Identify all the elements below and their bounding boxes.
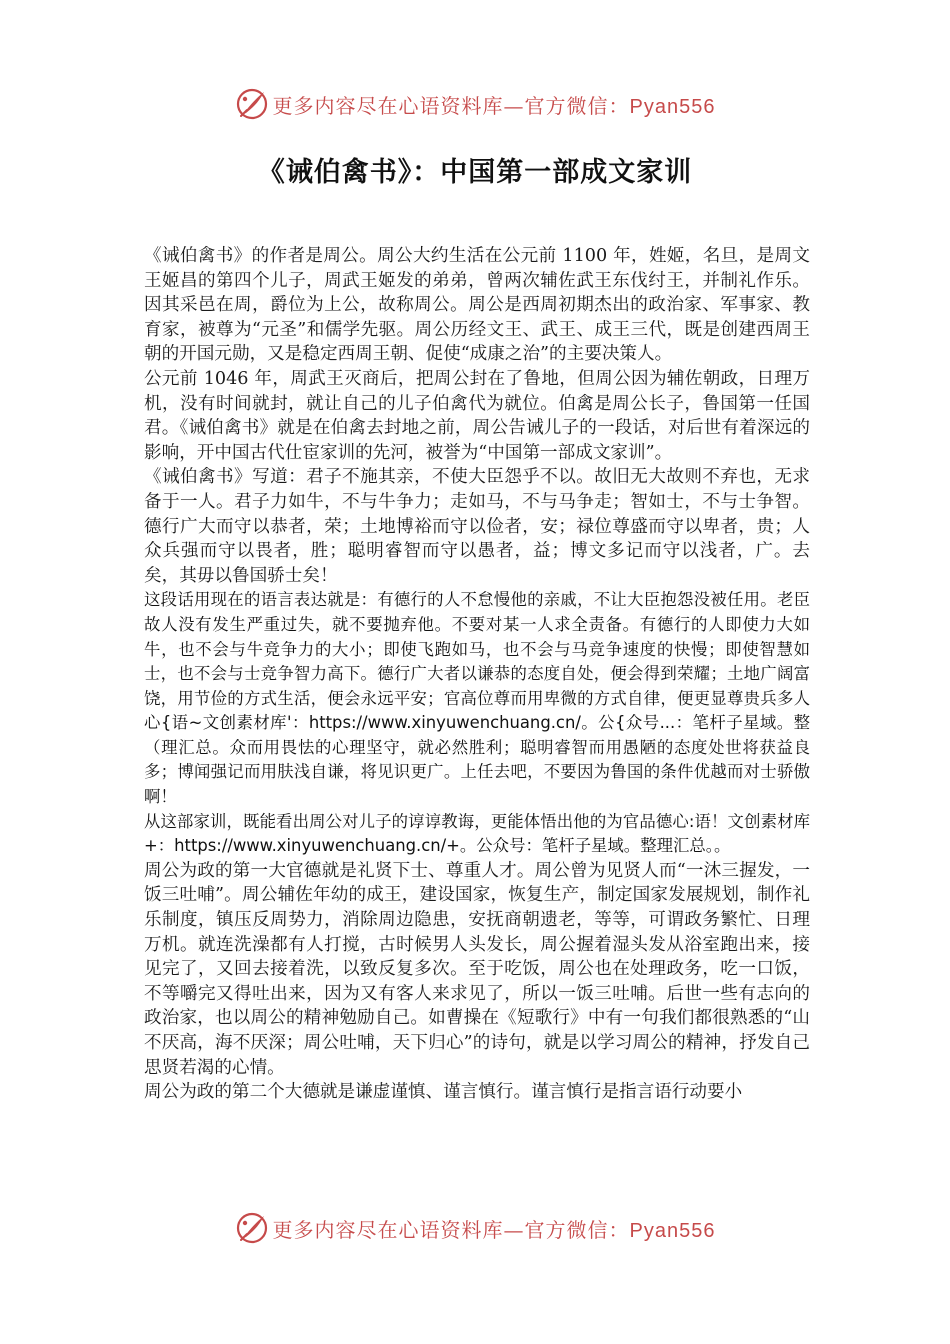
article-body [144, 244, 810, 1105]
paragraph-original-text: 《诫伯禽书》写道：君子不施其亲，不使大臣怨乎不以。故旧无大故则不弃也，无求备于一人。君子力如牛，不与牛争力；走如马，不与马争走；智如士，不与士争智。德行广大而守以恭者，荣；土地博裕而守以俭者，安；禄位尊盛而守以卑者，贵；人众兵强而守以畏者，胜；聪明睿智而守以愚者，益；博文多记而守以浅者，广。去矣，其毋以鲁国骄士矣！ [144, 467, 810, 586]
page-title: 《诫伯禽书》：中国第一部成文家训 [257, 157, 693, 188]
banner-text [273, 90, 716, 119]
wechat-handle: Pyan556 [629, 1219, 716, 1242]
banner-slogan: 更多内容尽在心语资料库—官方微信： [272, 1217, 630, 1242]
paragraph-second-virtue: 周公为政的第二个大德就是谦虚谨慎、谨言慎行。谨言慎行是指言语行动要小 [144, 1082, 743, 1103]
paragraph-translation: 这段话用现在的语言表达就是：有德行的人不怠慢他的亲戚，不让大臣抱怨没被任用。老臣故人没有发生严重过失，就不要抛弃他。不要对某一人求全责备。有德行的人即使力大如牛，也不会与牛竞争力的大小；即使飞跑如马，也不会与马竞争速度的快慢；即使智慧如士，也不会与士竞争智力高下。德行广大者以谦恭的态度自处，便会得到荣耀；土地广阔富饶，用节俭的方式生活，便会永远平安；官高位尊而用卑微的方式自律，便更显尊贵兵多人心{语~文创素材库'：https://www.xinyuwenchuang.cn/。公{众号...：笔杆子星域。整（理汇总。众而用畏怯的心理坚守，就必然胜利；聪明睿智而用愚陋的态度处世将获益良多；博闻强记而用肤浅自谦，将见识更广。上任去吧，不要因为鲁国的条件优越而对士骄傲啊！ [144, 590, 810, 807]
banner-slogan: 更多内容尽在心语资料库—官方微信： [272, 93, 630, 118]
paragraph-intro: 《诫伯禽书》的作者是周公。周公大约生活在公元前 1100 年，姓姬，名旦，是周文王姬昌的第四个儿子，周武王姬发的弟弟，曾两次辅佐武王东伐纣王，并制礼作乐。因其采邑在周，爵位为上公，故称周公。周公是西周初期杰出的政治家、军事家、教育家，被尊为“元圣”和儒学先驱。周公历经文王、武王、成王三代，既是创建西周王朝的开国元勋，又是稳定西周王朝、促使“成康之治”的主要决策人。 [144, 246, 810, 365]
quill-ink-logo-icon [235, 1211, 269, 1245]
paragraph-first-virtue: 周公为政的第一大官德就是礼贤下士、尊重人才。周公曾为见贤人而“一沐三握发，一饭三吐哺”。周公辅佐年幼的成王，建设国家，恢复生产，制定国家发展规划，制作礼乐制度，镇压反周势力，消除周边隐患，安抚商朝遗老，等等，可谓政务繁忙、日理万机。就连洗澡都有人打搅，古时候男人头发长，周公握着湿头发从浴室跑出来，接见完了，又回去接着洗，以致反复多次。至于吃饭，周公也在处理政务，吃一口饭，不等嚼完又得吐出来，因为又有客人来求见了，所以一饭三吐哺。后世一些有志向的政治家，也以周公的精神勉励自己。如曹操在《短歌行》中有一句我们都很熟悉的“山不厌高，海不厌深；周公吐哺，天下归心”的诗句，就是以学习周公的精神，抒发自己思贤若渴的心情。 [144, 860, 810, 1078]
footer-banner[interactable] [0, 1208, 950, 1248]
banner-text [273, 1214, 716, 1243]
wechat-handle: Pyan556 [629, 95, 716, 118]
quill-ink-logo-icon [235, 87, 269, 121]
paragraph-history: 公元前 1046 年，周武王灭商后，把周公封在了鲁地，但周公因为辅佐朝政，日理万机，没有时间就封，就让自己的儿子伯禽代为就位。伯禽是周公长子，鲁国第一任国君。《诫伯禽书》就是在伯禽去封地之前，周公告诫儿子的一段话，对后世有着深远的影响，开中国古代仕宦家训的先河，被誉为“中国第一部成文家训”。 [144, 368, 810, 463]
header-banner[interactable] [0, 84, 950, 124]
paragraph-summary: 从这部家训，既能看出周公对儿子的谆谆教诲，更能体悟出他的为官品德心:语！文创素材库+：https://www.xinyuwenchuang.cn/+。公众号：笔杆子星域。整理汇总。。 [144, 811, 810, 856]
